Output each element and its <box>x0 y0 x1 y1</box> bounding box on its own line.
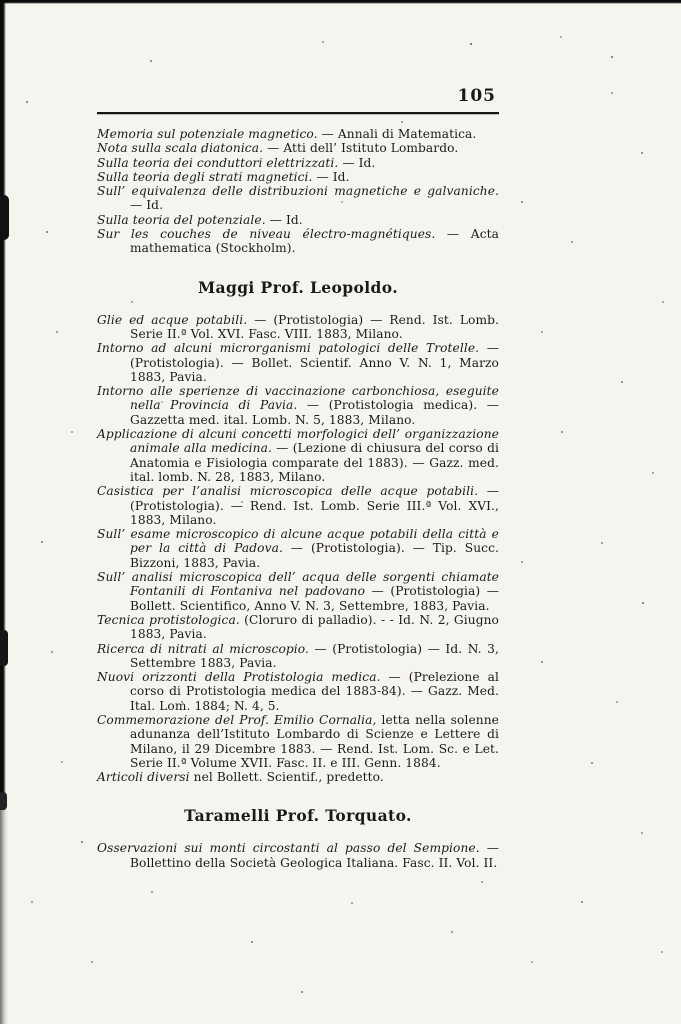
bib-entry <box>97 384 499 427</box>
entry-title: Tecnica protistologica. <box>97 612 240 627</box>
bib-entry <box>97 313 499 342</box>
entry-title: Commemorazione del Prof. Emilio Cornalia, <box>97 712 377 727</box>
entry-publication: — Id. <box>312 169 350 184</box>
bib-entry <box>97 341 499 384</box>
entry-title: Osservazioni sui monti circostanti al passo del Sempione. <box>97 841 480 856</box>
bib-entry <box>97 613 499 642</box>
entry-publication: — Annali di Matematica. <box>317 127 477 141</box>
entry-publication: — (Protistologia). — Tip. Succ. Bizzoni, 1883, Pavia. <box>130 541 499 570</box>
bib-entry <box>97 841 499 870</box>
entry-publication: — Atti dell’ Istituto Lombardo. <box>263 141 459 156</box>
entry-publication: — Id. <box>130 198 164 213</box>
entry-publication: — (Protistologia) — Rend. Ist. Lomb. Serie II.ª Vol. XVI. Fasc. VIII. 1883, Milano. <box>130 312 499 341</box>
header-rule <box>97 112 499 114</box>
entry-title: Intorno ad alcuni microrganismi patologici delle Trotelle. <box>97 341 480 356</box>
binding-artifact <box>0 792 7 810</box>
bib-entry <box>97 156 499 170</box>
bib-entry <box>97 141 499 155</box>
bib-entry <box>97 484 499 527</box>
entry-title: Glie ed acque potabili. <box>97 312 248 327</box>
entry-title: Ricerca di nitrati al microscopio. <box>97 641 309 656</box>
entry-publication: — (Prelezione al corso di Protistologia medica del 1883-84). — Gazz. Med. Ital. Lom. 1884; N. 4, 5. <box>130 670 499 713</box>
bib-entry <box>97 713 499 770</box>
entry-publication: nel Bollett. Scientif., predetto. <box>189 770 384 785</box>
entry-title: Sull’ equivalenza delle distribuzioni magnetiche e galvaniche. <box>97 184 499 199</box>
bib-entry <box>97 670 499 713</box>
entry-title: Sulla teoria dei conduttori elettrizzati. <box>97 155 339 170</box>
entry-publication: — (Protistologia). — Rend. Ist. Lomb. Serie III.ª Vol. XVI., 1883, Milano. <box>130 484 499 527</box>
entry-title: Nota sulla scala diatonica. <box>97 141 264 156</box>
bibliography-section-maggi <box>97 313 499 785</box>
entry-publication: (Cloruro di palladio). - - Id. N. 2, Giugno 1883, Pavia. <box>130 612 499 642</box>
page-number: 105 <box>457 86 496 106</box>
entry-title: Sulla teoria degli strati magnetici. <box>97 169 313 184</box>
entry-publication: — (Lezione di chiusura del corso di Anatomia e Fisiologia comparate del 1883). — Gazz. med. ital. lomb. N. 28, 1883, Milano. <box>130 441 499 484</box>
bib-entry <box>97 570 499 613</box>
entry-title: Sur les couches de niveau électro-magnétiques. <box>97 227 436 242</box>
entry-publication: — Id. <box>338 155 376 170</box>
entry-publication: — Bollettino della Società Geologica Italiana. Fasc. II. Vol. II. <box>130 841 500 870</box>
entry-title: Sulla teoria del potenziale. <box>97 212 266 227</box>
author-heading-taramelli: Taramelli Prof. Torquato. <box>184 806 412 826</box>
entry-publication: — (Protistologia). — Bollet. Scientif. Anno V. N. 1, Marzo 1883, Pavia. <box>130 341 499 384</box>
entry-publication: — Id. <box>265 212 303 227</box>
author-heading-maggi: Maggi Prof. Leopoldo. <box>197 277 399 297</box>
bibliography-section-taramelli <box>97 841 499 870</box>
text-column <box>97 86 499 870</box>
bib-entry <box>97 127 499 141</box>
bib-entry <box>97 770 499 784</box>
bib-entry <box>97 184 499 213</box>
bibliography-section-continuation <box>97 127 499 256</box>
entry-title: Applicazione di alcuni concetti morfologici dell’ organizzazione animale alla medicina. <box>97 427 499 456</box>
entry-publication: — (Protistologia) — Bollett. Scientifico, Anno V. N. 3, Settembre, 1883, Pavia. <box>130 584 499 613</box>
binding-artifact <box>0 630 8 666</box>
entry-title: Sull’ esame microscopico di alcune acque potabili della città e per la città di Padova. <box>97 527 499 556</box>
entry-publication: — (Protistologia) — Id. N. 3, Settembre 1883, Pavia. <box>130 641 499 670</box>
bib-entry <box>97 213 499 227</box>
entry-title: Casistica per l’analisi microscopica delle acque potabili. <box>97 484 479 499</box>
entry-title: Sull’ analisi microscopica dell’ acqua delle sorgenti chiamate Fontanili di Fontaniva nel padovano <box>97 570 499 599</box>
entry-title: Articoli diversi <box>97 770 190 785</box>
scan-edge-top <box>0 0 681 4</box>
bib-entry <box>97 227 499 256</box>
scan-edge-left-binding <box>0 0 6 810</box>
scan-edge-left-lower <box>0 800 8 1024</box>
bib-entry <box>97 170 499 184</box>
entry-publication: — Acta mathematica (Stockholm). <box>130 227 499 256</box>
bib-entry <box>97 427 499 484</box>
entry-publication: letta nella solenne adunanza dell’Istituto Lombardo di Scienze e Lettere di Milano, il 29 Dicembre 1883. — Rend. Ist. Lom. Sc. e Let. Serie II.ª Volume XVII. Fasc. II. e III. Genn. 1884. <box>130 712 499 770</box>
binding-artifact <box>0 195 9 240</box>
entry-publication: — (Protistologia medica). — Gazzetta med. ital. Lomb. N. 5, 1883, Milano. <box>130 398 499 427</box>
bib-entry <box>97 527 499 570</box>
entry-title: Nuovi orizzonti della Protistologia medica. <box>97 670 381 685</box>
entry-title: Memoria sul potenziale magnetico. <box>97 127 318 141</box>
bib-entry <box>97 642 499 671</box>
entry-title: Intorno alle sperienze di vaccinazione carbonchiosa, eseguite nella Provincia di Pavia. <box>97 384 499 413</box>
